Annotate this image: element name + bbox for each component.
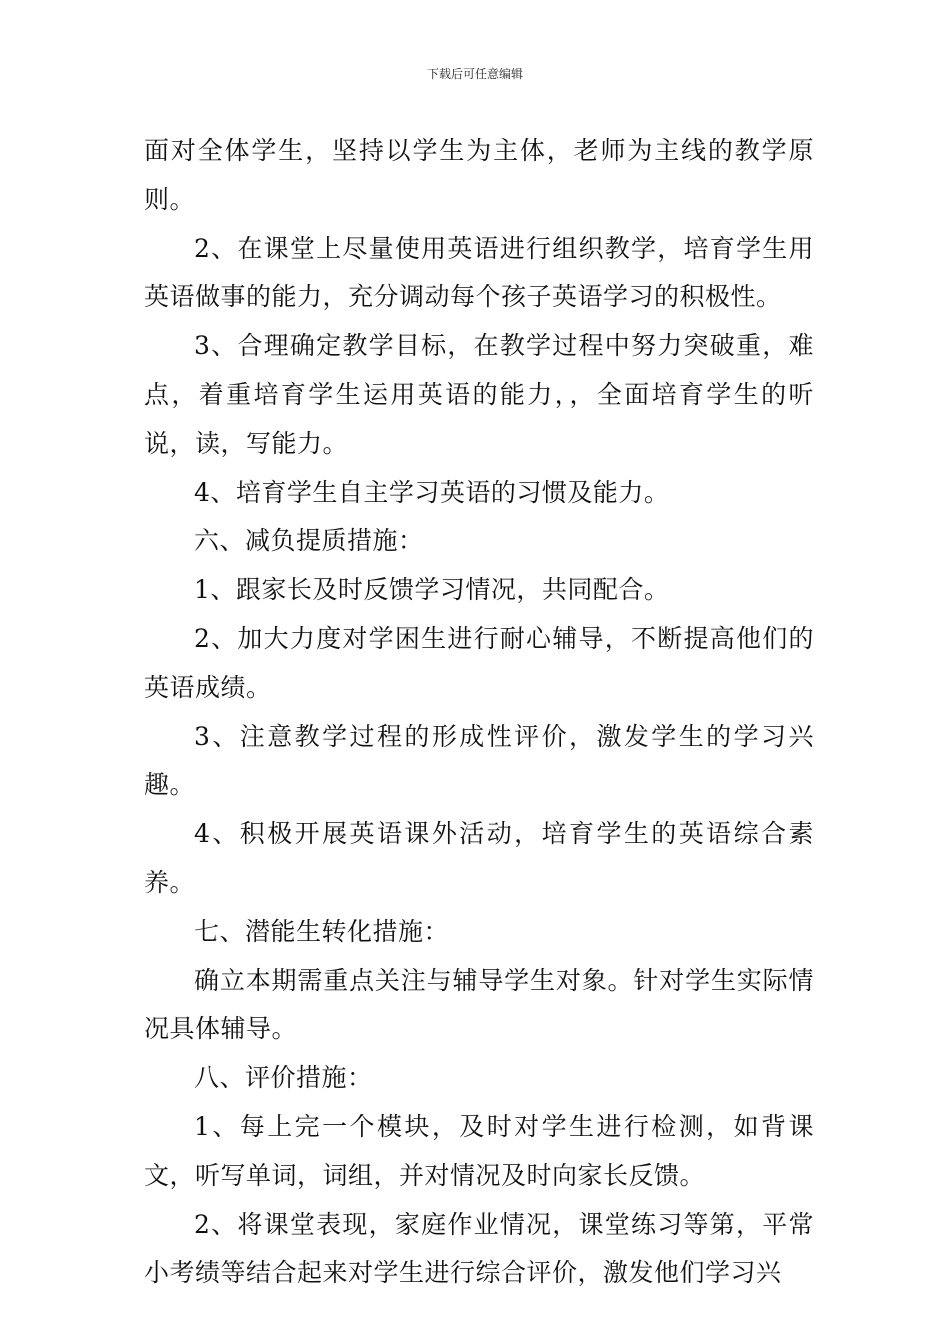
paragraph: 2、将课堂表现，家庭作业情况，课堂练习等第，平常小考绩等结合起来对学生进行综合评价，激发他们学习兴	[144, 1209, 814, 1288]
section-heading: 七、潜能生转化措施：	[194, 916, 450, 946]
paragraph: 2、在课堂上尽量使用英语进行组织教学，培育学生用英语做事的能力，充分调动每个孩子英语学习的积极性。	[144, 233, 814, 312]
paragraph: 1、跟家长及时反馈学习情况，共同配合。	[194, 575, 670, 605]
section-heading: 六、减负提质措施：	[194, 526, 424, 556]
paragraph: 1、每上完一个模块，及时对学生进行检测，如背课文，听写单词，词组，并对情况及时向家长反馈。	[144, 1111, 814, 1190]
section-heading: 八、评价措施：	[194, 1063, 373, 1093]
paragraph: 4、积极开展英语课外活动，培育学生的英语综合素养。	[144, 819, 814, 897]
paragraph: 3、注意教学过程的形成性评价，激发学生的学习兴趣。	[144, 721, 814, 800]
document-body	[144, 127, 814, 1298]
paragraph: 3、合理确定教学目标，在教学过程中努力突破重，难点，着重培育学生运用英语的能力，，全面培育学生的听说，读，写能力。	[144, 331, 814, 458]
paragraph: 确立本期需重点关注与辅导学生对象。针对学生实际情况具体辅导。	[144, 965, 814, 1044]
page-header: 下载后可任意编辑	[426, 67, 523, 81]
paragraph: 2、加大力度对学困生进行耐心辅导，不断提高他们的英语成绩。	[144, 623, 814, 702]
paragraph: 面对全体学生，坚持以学生为主体，老师为主线的教学原则。	[144, 136, 814, 214]
paragraph: 4、培育学生自主学习英语的习惯及能力。	[194, 477, 670, 507]
